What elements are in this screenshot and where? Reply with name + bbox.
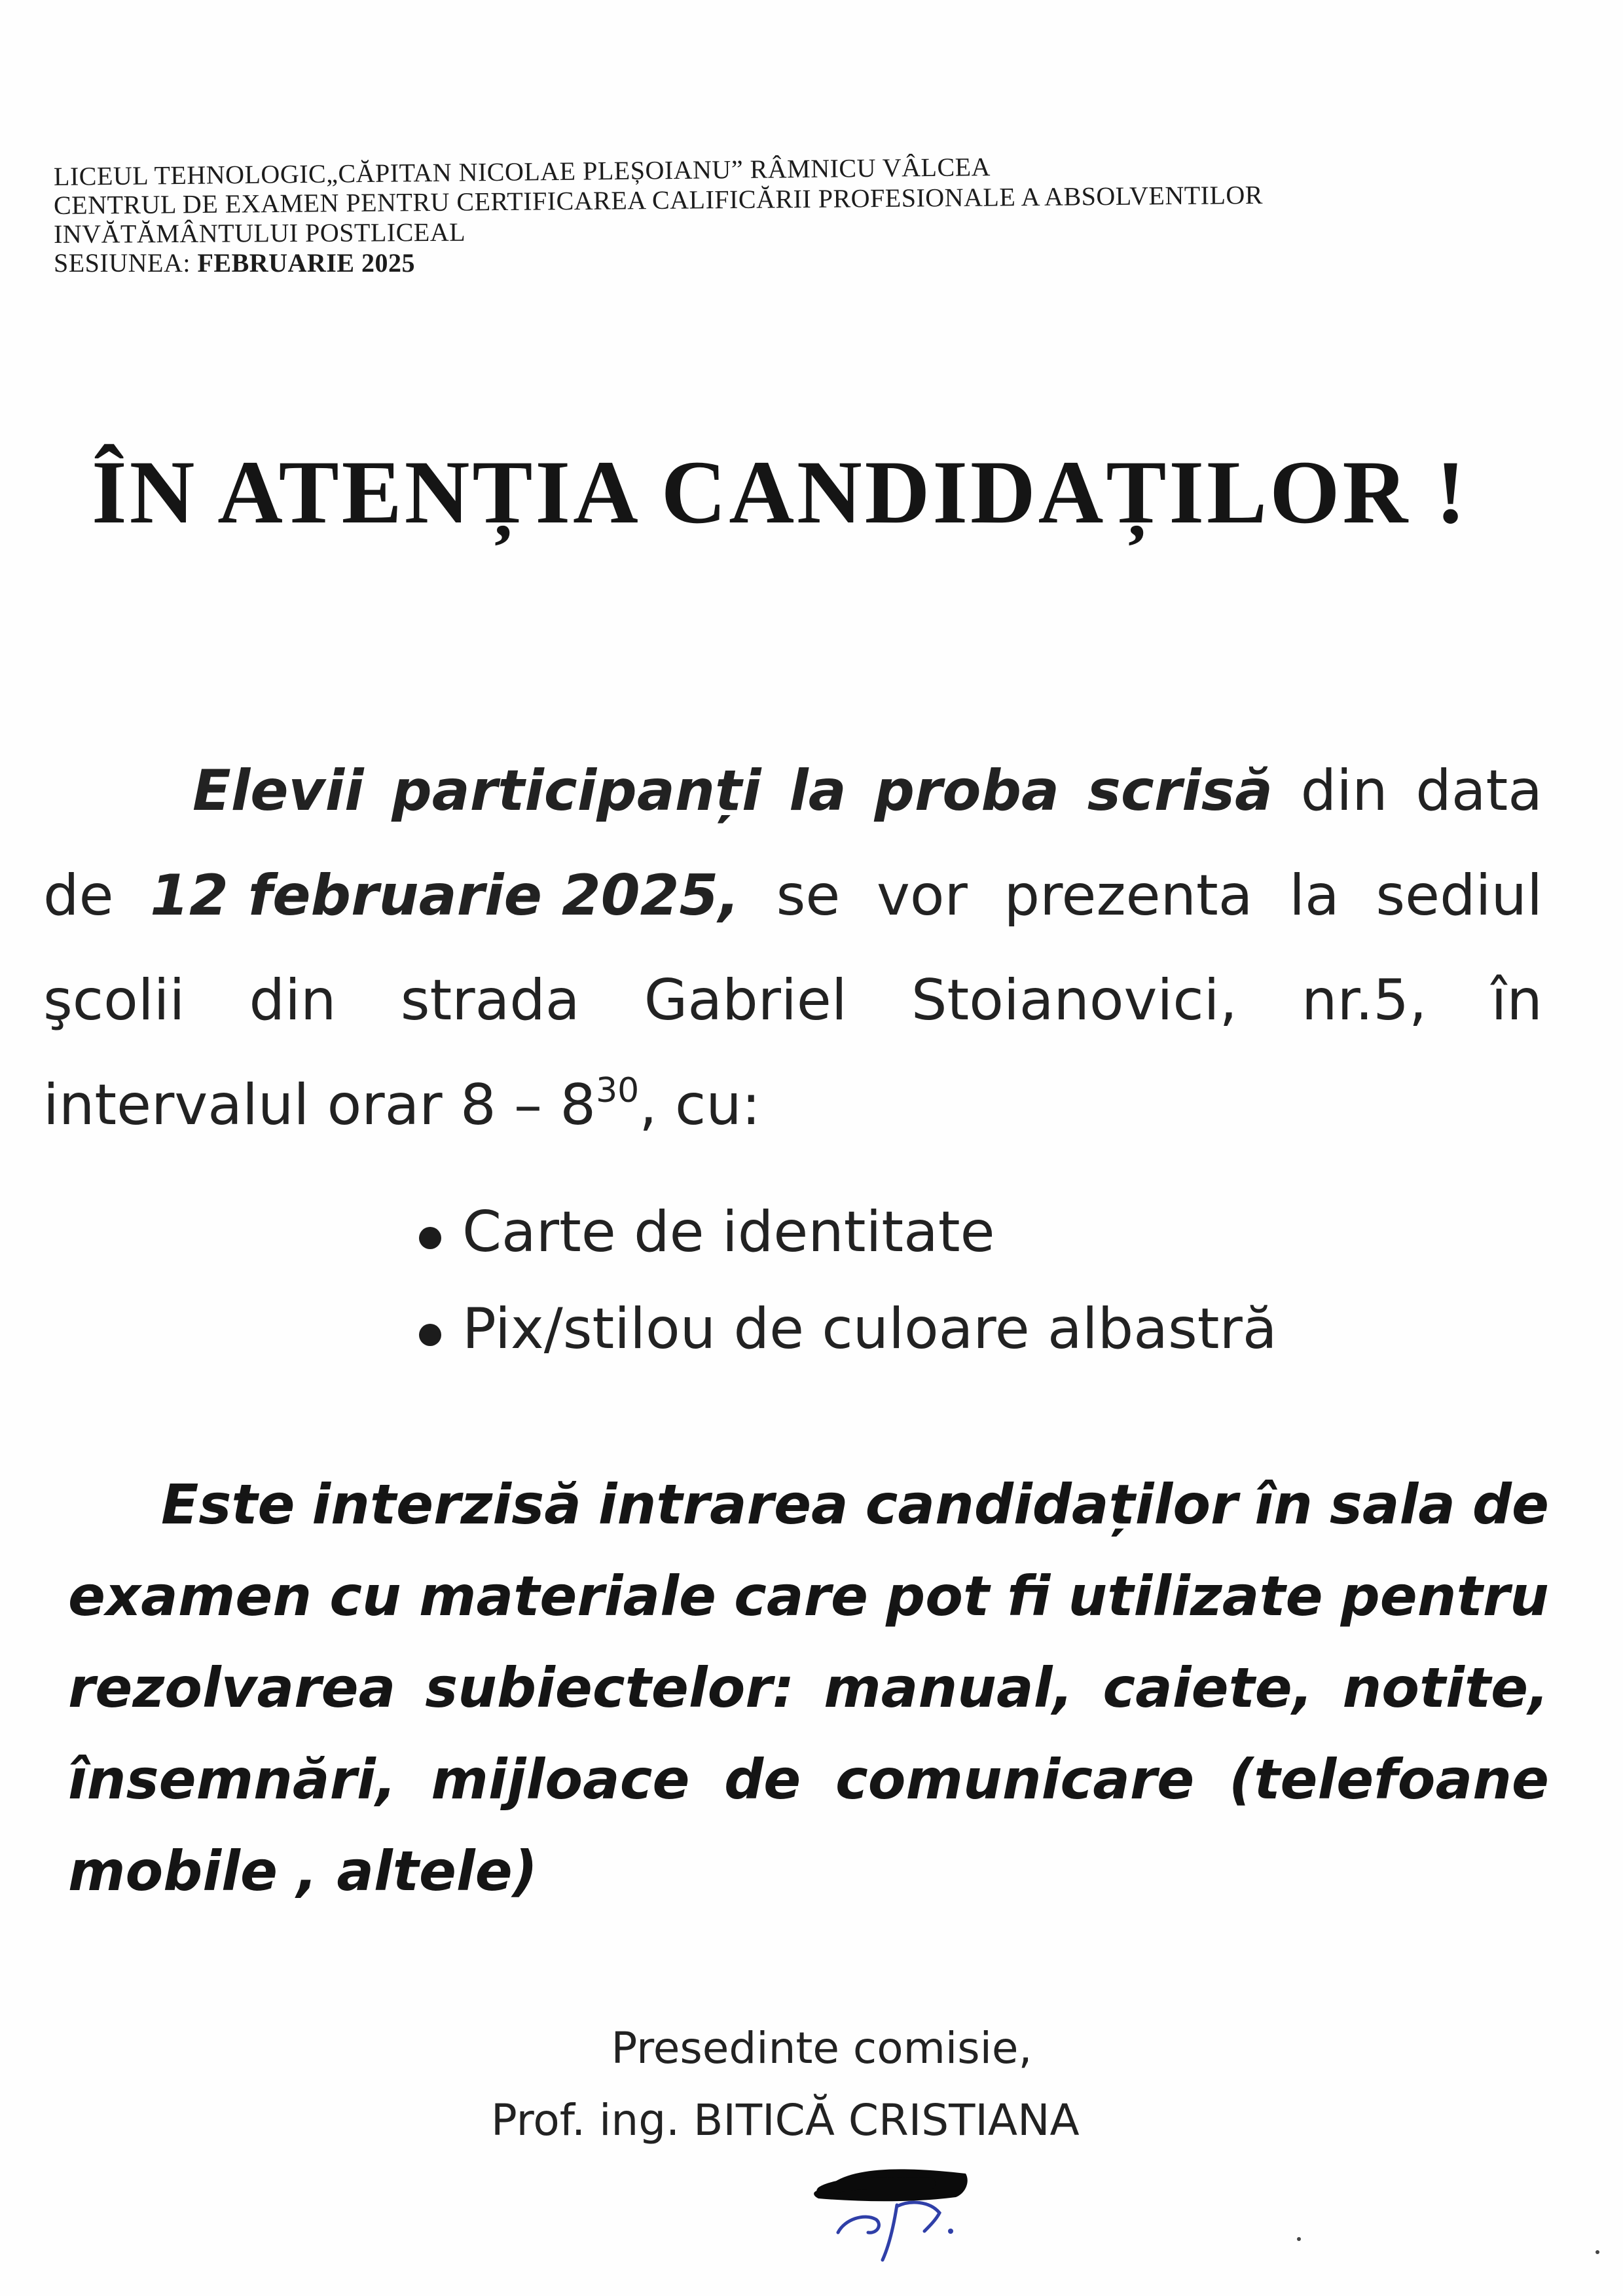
list-item — [419, 1281, 1277, 1377]
notice-word: la — [789, 758, 847, 824]
notice-word: în — [1491, 968, 1542, 1033]
time-interval-text: intervalul orar 8 – 8 — [43, 1072, 596, 1138]
warning-word: fi — [1007, 1564, 1051, 1628]
required-items-list — [419, 1184, 1277, 1377]
list-item-text: Pix/stilou de culoare albastră — [462, 1296, 1277, 1362]
bullet-icon — [419, 1324, 441, 1346]
exam-date: 12 februarie 2025, — [150, 863, 740, 928]
notice-word: la — [1289, 863, 1340, 928]
warning-word: caiete, — [1103, 1656, 1313, 1720]
notice-word: din — [249, 968, 337, 1033]
warning-word: Este — [161, 1472, 295, 1537]
warning-word: interzisă — [312, 1472, 581, 1537]
warning-word: în — [1254, 1472, 1313, 1537]
warning-line — [68, 1825, 1549, 1917]
warning-word: utilizate — [1068, 1564, 1323, 1628]
warning-word: cu — [329, 1564, 401, 1628]
header-exam-center: CENTRUL DE EXAMEN PENTRU CERTIFICAREA CALIFICĂRII PROFESIONALE A ABSOLVENTILOR — [53, 179, 1264, 220]
warning-line — [68, 1459, 1549, 1550]
handwritten-signature — [799, 2121, 982, 2265]
warning-word: mobile , altele) — [68, 1839, 538, 1903]
warning-word: de — [724, 1747, 801, 1812]
scan-speck — [1297, 2237, 1301, 2241]
warning-word: intrarea — [598, 1472, 848, 1537]
warning-word: notite, — [1342, 1656, 1549, 1720]
warning-word: însemnări, — [68, 1747, 397, 1812]
list-item — [419, 1184, 1277, 1281]
institution-header — [53, 152, 1559, 278]
scan-speck — [1596, 2250, 1599, 2254]
time-minutes-superscript: 30 — [596, 1071, 640, 1110]
notice-word: se — [776, 863, 841, 928]
notice-word: din — [1300, 758, 1388, 824]
warning-word: comunicare — [835, 1747, 1195, 1812]
notice-word: strada — [400, 968, 580, 1033]
warning-word: mijloace — [431, 1747, 690, 1812]
notice-paragraph — [43, 738, 1542, 1157]
session-value: FEBRUARIE 2025 — [197, 248, 416, 278]
notice-word: de — [43, 863, 114, 928]
notice-word: scrisă — [1087, 758, 1273, 824]
notice-line — [43, 843, 1542, 948]
notice-line — [43, 1053, 1542, 1157]
warning-word: care — [734, 1564, 868, 1628]
header-school-name: LICEUL TEHNOLOGIC„CĂPITAN NICOLAE PLEȘOIANU” RÂMNICU VÂLCEA — [53, 152, 991, 191]
warning-word: de — [1472, 1472, 1549, 1537]
warning-word: pot — [886, 1564, 990, 1628]
notice-word: prezenta — [1004, 863, 1253, 928]
notice-word: Gabriel — [644, 968, 847, 1033]
warning-word: rezolvarea — [68, 1656, 396, 1720]
notice-word: participanți — [392, 758, 761, 824]
warning-word: (telefoane — [1228, 1747, 1549, 1812]
warning-line — [68, 1642, 1549, 1734]
warning-word: manual, — [824, 1656, 1074, 1720]
notice-word: sediul — [1376, 863, 1542, 928]
signature-ink — [838, 2202, 939, 2260]
notice-word: data — [1415, 758, 1542, 824]
warning-word: examen — [68, 1564, 312, 1628]
warning-word: pentru — [1340, 1564, 1549, 1628]
notice-word: nr.5, — [1302, 968, 1427, 1033]
list-item-text: Carte de identitate — [462, 1199, 995, 1265]
header-session — [54, 249, 1559, 278]
signatory-name: Prof. ing. BITICĂ CRISTIANA — [491, 2095, 1080, 2145]
time-interval-tail: , cu: — [639, 1072, 761, 1138]
signature-block — [367, 2013, 1218, 2157]
notice-word: Elevii — [192, 758, 364, 824]
signatory-role: Presedinte comisie, — [611, 2023, 1032, 2073]
warning-word: candidaților — [865, 1472, 1238, 1537]
warning-paragraph — [68, 1459, 1549, 1917]
header-exam-center-cont: INVĂTĂMÂNTULUI POSTLICEAL — [53, 217, 466, 249]
warning-word: subiectelor: — [425, 1656, 795, 1720]
bullet-icon — [419, 1227, 441, 1249]
warning-word: materiale — [418, 1564, 716, 1628]
notice-line — [43, 948, 1542, 1053]
notice-word: Stoianovici, — [911, 968, 1237, 1033]
notice-word: vor — [876, 863, 968, 928]
notice-title: ÎN ATENȚIA CANDIDAȚILOR ! — [92, 442, 1468, 542]
notice-word: proba — [874, 758, 1060, 824]
time-interval — [43, 1053, 761, 1157]
notice-word: şcolii — [43, 968, 185, 1033]
warning-line — [68, 1550, 1549, 1642]
warning-line — [68, 1734, 1549, 1825]
session-label: SESIUNEA: — [54, 248, 198, 278]
warning-word: sala — [1329, 1472, 1455, 1537]
notice-line — [43, 738, 1542, 843]
signature-dot — [948, 2229, 953, 2234]
